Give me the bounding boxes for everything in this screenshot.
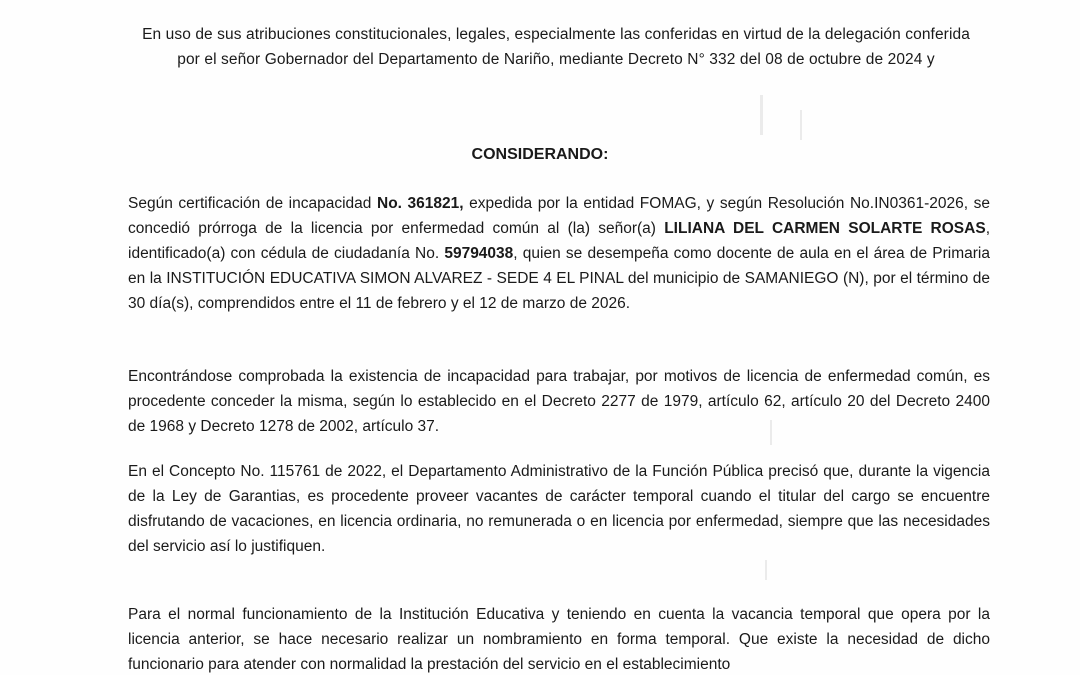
certificate-number: No. 361821, <box>377 195 464 212</box>
text-segment: Según certificación de incapacidad <box>128 195 377 212</box>
scan-artifact <box>760 95 763 135</box>
person-name: LILIANA DEL CARMEN SOLARTE ROSAS <box>664 220 986 237</box>
text-segment: , identificado(a) con cédula de ciudadanía No. <box>128 220 990 262</box>
paragraph-legal-basis: Encontrándose comprobada la existencia de incapacidad para trabajar, por motivos de licencia de enfermedad común, es procedente conceder la misma, según lo establecido en el Decreto 2277 de 1979, artículo 62, artículo 20 del Decreto 2400 de 1968 y Decreto 1278 de 2002, artículo 37. <box>128 368 990 435</box>
paragraph-certification <box>128 191 990 316</box>
paragraph-appointment: Para el normal funcionamiento de la Institución Educativa y teniendo en cuenta la vacancia temporal que opera por la licencia anterior, se hace necesario realizar un nombramiento en forma temporal. Que existe la necesidad de dicho funcionario para atender con normalidad la prestación del servicio en el establecimiento <box>128 606 990 673</box>
intro-paragraph: En uso de sus atribuciones constitucionales, legales, especialmente las conferidas en virtud de la delegación conferida por el señor Gobernador del Departamento de Nariño, mediante Decreto N° 332 del 08 de octubre de 2024 y <box>142 26 970 68</box>
text-segment: , quien se desempeña como docente de aula en el área de Primaria en la INSTITUCIÓN EDUCATIVA SIMON ALVAREZ - SEDE 4 EL PINAL del municipio de SAMANIEGO (N), por el término de 30 día(s), comprendidos entre el 11 de febrero y el 12 de marzo de 2026. <box>128 245 990 312</box>
scan-artifact <box>765 560 767 580</box>
section-heading: CONSIDERANDO: <box>471 146 609 163</box>
text-segment: expedida por la entidad FOMAG, y según Resolución No.IN0361-2026, se concedió prórroga de la licencia por enfermedad común al (la) señor(a) <box>128 195 990 237</box>
scan-artifact <box>800 110 802 140</box>
paragraph-concept: En el Concepto No. 115761 de 2022, el Departamento Administrativo de la Función Pública precisó que, durante la vigencia de la Ley de Garantias, es procedente proveer vacantes de carácter temporal cuando el titular del cargo se encuentre disfrutando de vacaciones, en licencia ordinaria, no remunerada o en licencia por enfermedad, siempre que las necesidades del servicio así lo justifiquen. <box>128 463 990 555</box>
id-number: 59794038 <box>444 245 514 262</box>
